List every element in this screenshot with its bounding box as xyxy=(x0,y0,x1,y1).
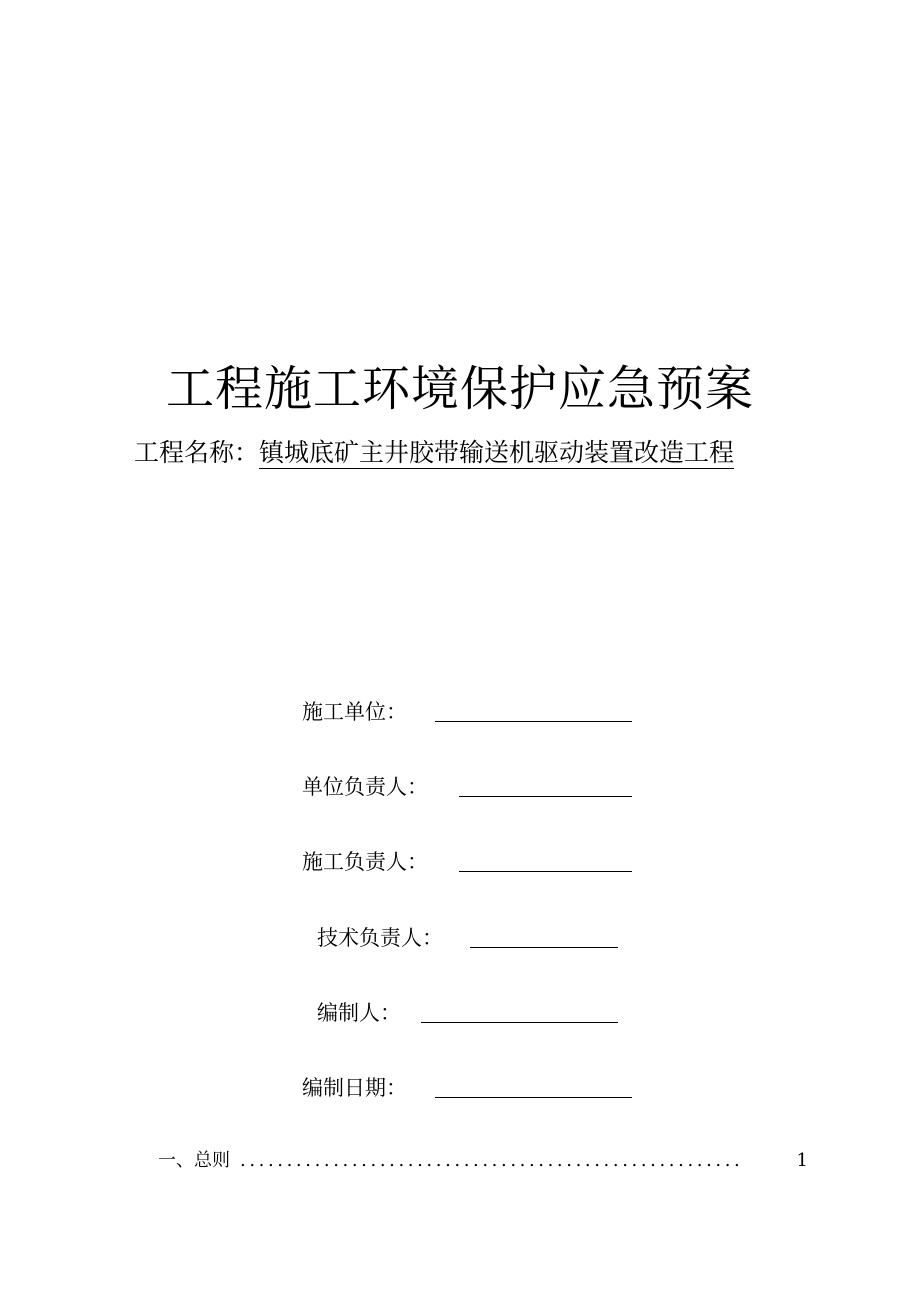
project-name-label: 工程名称： xyxy=(134,438,260,467)
construction-unit-field xyxy=(302,697,407,727)
technical-leader-blank[interactable] xyxy=(470,947,618,948)
construction-leader-field xyxy=(302,847,428,877)
construction-unit-blank[interactable] xyxy=(435,721,632,722)
compiler-field xyxy=(317,998,401,1028)
compile-date-label: 编制日期： xyxy=(302,1076,407,1100)
compiler-label: 编制人： xyxy=(317,1001,401,1025)
compiler-blank[interactable] xyxy=(421,1022,618,1023)
document-title: 工程施工环境保护应急预案 xyxy=(165,361,754,417)
toc-page-number: 1 xyxy=(796,1150,808,1171)
construction-leader-label: 施工负责人： xyxy=(302,850,428,874)
unit-leader-blank[interactable] xyxy=(459,796,632,797)
project-name-value: 镇城底矿主井胶带输送机驱动装置改造工程 xyxy=(259,438,735,467)
construction-leader-blank[interactable] xyxy=(459,871,632,872)
unit-leader-field xyxy=(302,772,428,802)
construction-unit-label: 施工单位： xyxy=(302,700,407,724)
technical-leader-field xyxy=(317,923,443,953)
technical-leader-label: 技术负责人： xyxy=(317,926,443,950)
compile-date-blank[interactable] xyxy=(435,1097,632,1098)
compile-date-field xyxy=(302,1073,407,1103)
toc-entry-label: 一、总则 xyxy=(158,1150,230,1171)
toc-leader-dots: ...................................................... xyxy=(240,1150,744,1171)
project-name-line xyxy=(134,433,734,473)
unit-leader-label: 单位负责人： xyxy=(302,775,428,799)
